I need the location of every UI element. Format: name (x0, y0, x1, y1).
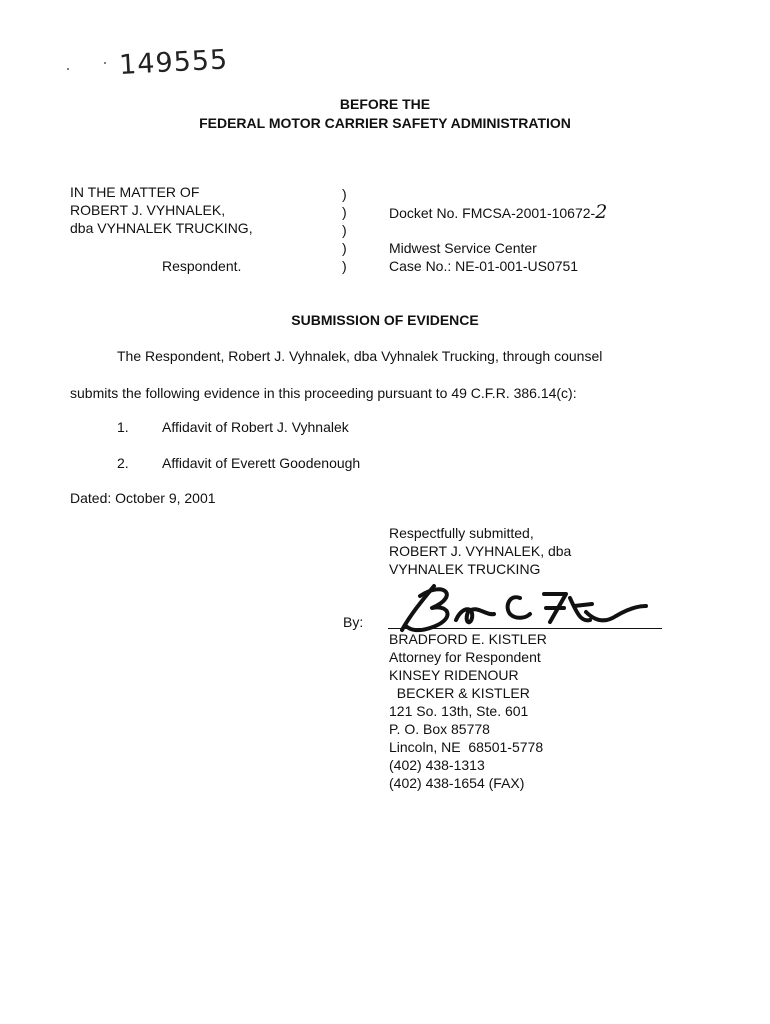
by-label: By: (343, 614, 364, 630)
caption-paren: ) (342, 204, 347, 220)
signature-block-line: (402) 438-1654 (FAX) (389, 775, 525, 791)
handwritten-number: 149555 (118, 44, 229, 81)
caption-line-1: IN THE MATTER OF (70, 184, 200, 200)
caption-paren: ) (342, 186, 347, 202)
signature-block-line: P. O. Box 85778 (389, 721, 490, 737)
evidence-item-text: Affidavit of Robert J. Vyhnalek (162, 419, 349, 435)
caption-line-3: dba VYHNALEK TRUCKING, (70, 220, 253, 236)
body-paragraph-line-2: submits the following evidence in this proceeding pursuant to 49 C.F.R. 386.14(c): (70, 385, 577, 401)
document-title: SUBMISSION OF EVIDENCE (291, 312, 479, 328)
case-number: Case No.: NE-01-001-US0751 (389, 258, 579, 274)
stray-mark (67, 68, 69, 70)
signature-block-line: (402) 438-1313 (389, 757, 485, 773)
respondent-label: Respondent. (162, 258, 242, 274)
evidence-item-text: Affidavit of Everett Goodenough (162, 455, 361, 471)
docket-number (389, 203, 607, 222)
evidence-item-number: 2. (117, 455, 129, 471)
signature-block-line: Lincoln, NE 68501-5778 (389, 739, 544, 755)
closing-line: VYHNALEK TRUCKING (389, 561, 541, 577)
body-paragraph-line-1: The Respondent, Robert J. Vyhnalek, dba Vyhnalek Trucking, through counsel (117, 348, 603, 364)
signature-block-line: KINSEY RIDENOUR (389, 667, 519, 683)
docket-handwritten-suffix: 2 (595, 201, 608, 223)
heading-line-1: BEFORE THE (339, 96, 431, 112)
dated-line: Dated: October 9, 2001 (70, 490, 216, 506)
caption-paren: ) (342, 240, 347, 256)
closing-line: Respectfully submitted, (389, 525, 534, 541)
signature-block-line: BECKER & KISTLER (389, 685, 530, 701)
stray-mark (104, 62, 106, 64)
caption-paren: ) (342, 258, 347, 274)
signature-line (388, 628, 662, 629)
heading-line-2: FEDERAL MOTOR CARRIER SAFETY ADMINISTRATION (199, 115, 571, 131)
evidence-item-number: 1. (117, 419, 129, 435)
closing-line: ROBERT J. VYHNALEK, dba (389, 543, 572, 559)
caption-line-2: ROBERT J. VYHNALEK, (70, 202, 226, 218)
caption-paren: ) (342, 222, 347, 238)
signature-block-line: 121 So. 13th, Ste. 601 (389, 703, 529, 719)
service-center: Midwest Service Center (389, 240, 537, 256)
docket-number-text: Docket No. FMCSA-2001-10672- (389, 205, 596, 221)
signature-block-line: Attorney for Respondent (389, 649, 541, 665)
signature-block-line: BRADFORD E. KISTLER (389, 631, 547, 647)
